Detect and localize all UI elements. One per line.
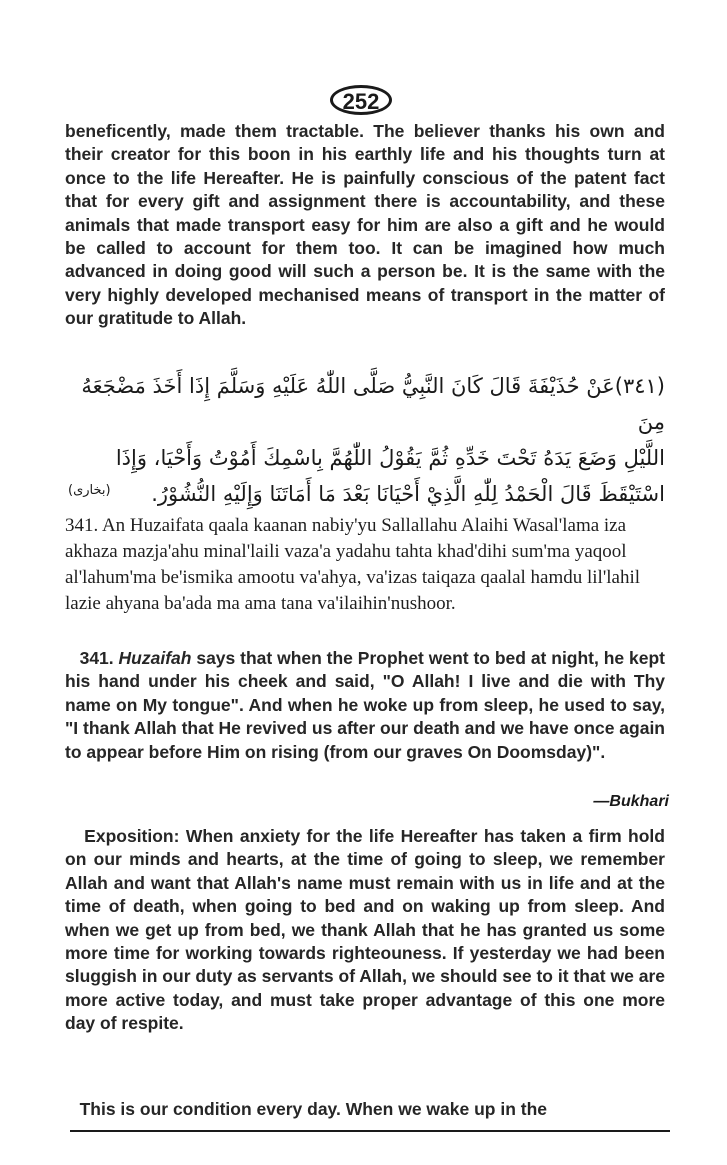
- arabic-source-label: (بخاری): [68, 483, 111, 498]
- narrator-name: Huzaifah: [118, 648, 192, 668]
- arabic-hadith: [65, 368, 665, 512]
- continuation-text: This is our condition every day. When we wake up in the: [79, 1099, 547, 1119]
- exposition-label: Exposition:: [84, 826, 180, 846]
- continuation-line: [65, 1098, 665, 1121]
- translation-paragraph: [65, 647, 665, 764]
- exposition-text: When anxiety for the life Hereafter has taken a firm hold on our minds and hearts, at the time of going to sleep, we remember Allah and want that Allah's name must remain with us in life and at the time of death, when going to bed and on waking up from sleep. And when we get up from bed, we thank Allah that he has granted us some more time for working towards righteouness. If yesterday we had been sluggish in our duty as servants of Allah, we should see to it that we are more active today, and must take proper advantage of this one more day of respite.: [65, 826, 665, 1034]
- transliteration-paragraph: 341. An Huzaifata qaala kaanan nabiy'yu Sallallahu Alaihi Wasal'lama iza akhaza mazja'ahu minal'laili vaza'a yadahu tahta khad'dihi sum'ma yaqool al'lahum'ma be'ismika amootu va'ahya, va'izas taiqaza qaalal hamdu lil'lahil lazie ahyana ba'ada ma ama tana va'ilaihin'nushoor.: [65, 515, 641, 614]
- hadith-number: 341.: [79, 648, 114, 668]
- translation-text: says that when the Prophet went to bed at night, he kept his hand under his cheek and said, "O Allah! I live and die with Thy name on My tongue". And when he woke up from sleep, he used to say, "I thank Allah that He revived us after our death and we have once again to appear before Him on rising (from our graves On Doomsday)".: [65, 648, 665, 762]
- intro-paragraph: beneficently, made them tractable. The believer thanks his own and their creator for this boon in his earthly life and his thoughts turn at once to the life Hereafter. He is painfully conscious of the patent fact that for every gift and assignment there is accountability, and these animals that made transport easy for him are also a gift and he would be called to account for them too. It can be imagined how much advanced in doing good will such a person be. It is the same with the very highly developed mechanised means of transport in the matter of our gratitude to Allah.: [65, 121, 665, 329]
- page-number: 252: [330, 85, 392, 115]
- arabic-line: اسْتَيْقَظَ قَالَ الْحَمْدُ لِلّٰهِ الَّذِيْ أَحْيَانَا بَعْدَ مَا أَمَاتَنَا وَإِلَيْهِ النُّشُوْرُ.: [151, 482, 665, 506]
- exposition-paragraph: [65, 825, 665, 1036]
- footer-divider: [70, 1130, 670, 1132]
- source-attribution: —Bukhari: [593, 793, 669, 810]
- arabic-line: (٣٤١)عَنْ حُذَيْفَةَ قَالَ كَانَ النَّبِيُّ صَلَّى اللّٰهُ عَلَيْهِ وَسَلَّمَ إِذَا أَخَذَ مَضْجَعَهُ مِنَ: [81, 374, 665, 434]
- arabic-line: اللَّيْلِ وَضَعَ يَدَهُ تَحْتَ خَدِّهِ ثُمَّ يَقُوْلُ اللّٰهُمَّ بِاسْمِكَ أَمُوْتُ وَأَحْيَا، وَإِذَا: [115, 446, 665, 470]
